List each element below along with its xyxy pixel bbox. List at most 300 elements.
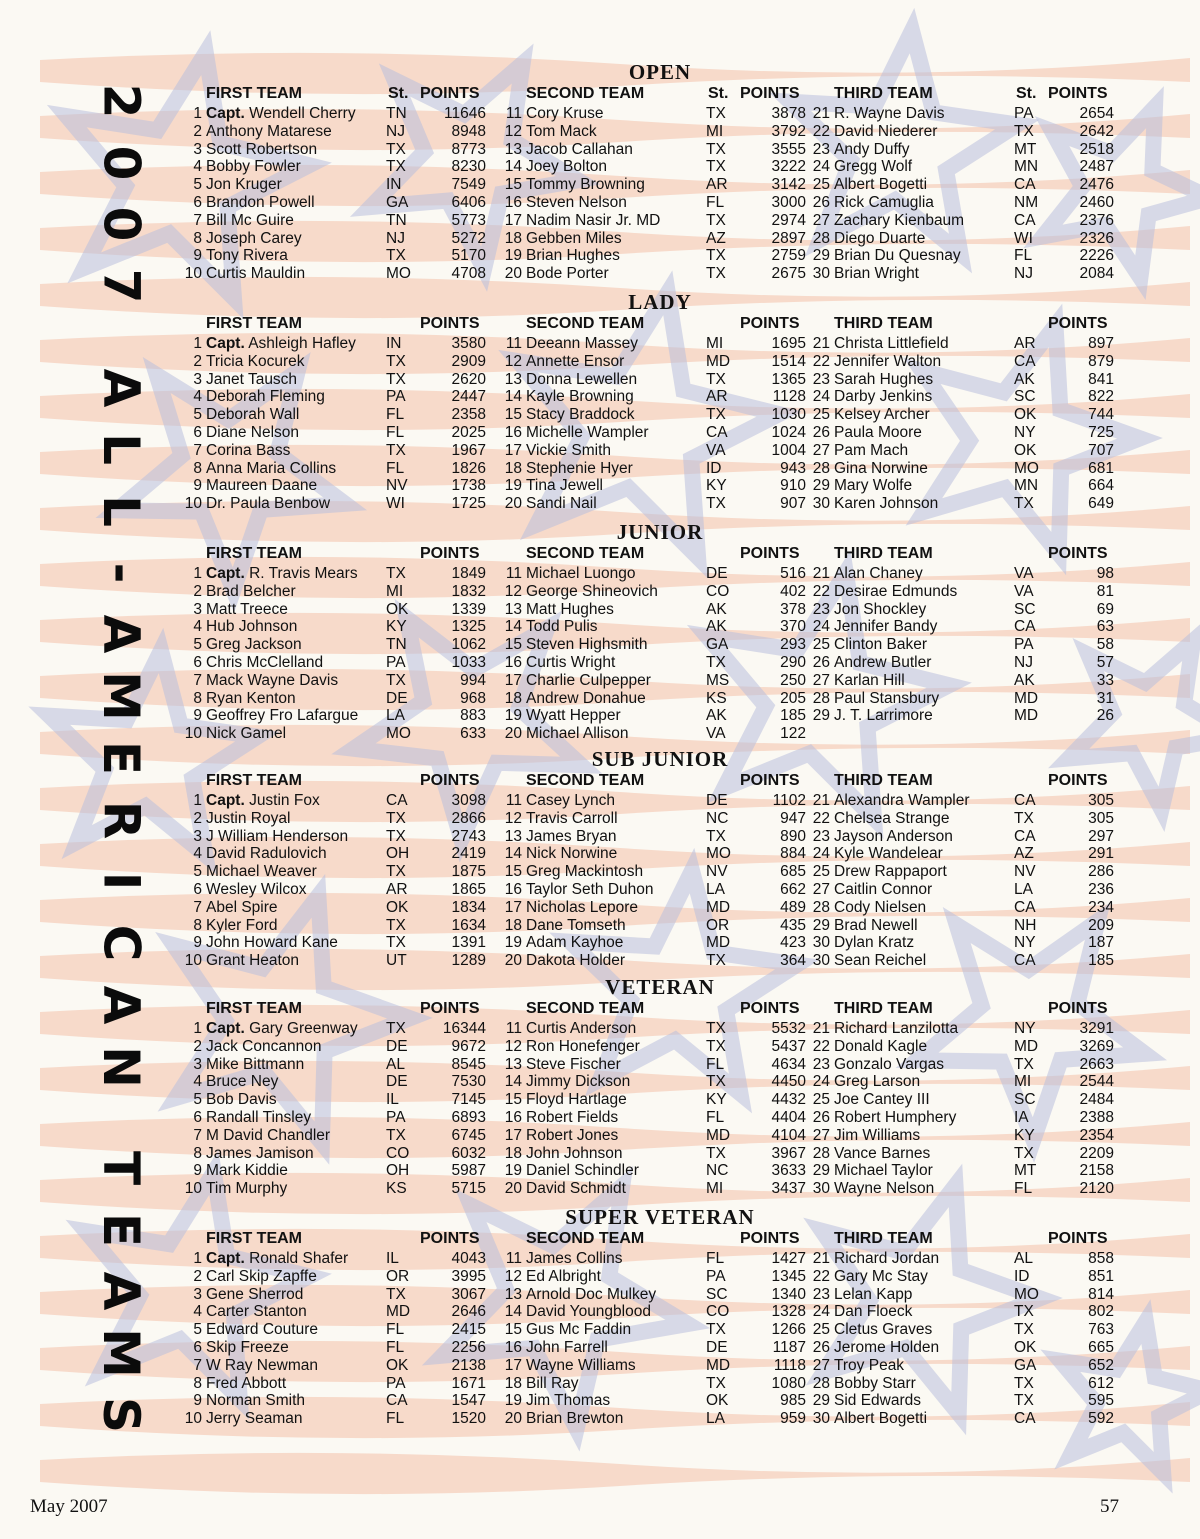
rank-number: 7 [193, 898, 202, 916]
member-name [526, 1392, 610, 1410]
rank-number: 8 [193, 1144, 202, 1162]
member-name [206, 583, 296, 601]
member-name-text: Geoffrey Fro Lafargue [206, 707, 359, 725]
member-name-text: Taylor Seth Duhon [526, 880, 654, 898]
member-points: 81 [1096, 582, 1114, 600]
member-points: 3142 [771, 176, 806, 194]
team-member-row [180, 495, 486, 513]
member-name-text: David Niederer [834, 122, 938, 140]
title-letter: L [92, 495, 150, 527]
member-name [526, 194, 627, 212]
member-name-text: Donna Lewellen [526, 370, 638, 388]
member-state: MI [1014, 1073, 1032, 1091]
member-state: CA [1014, 1410, 1036, 1428]
member-name-text: Rick Camuglia [834, 193, 934, 211]
rank-number: 9 [193, 1392, 202, 1410]
member-points: 1738 [451, 477, 486, 495]
title-letter: E [92, 1212, 150, 1247]
team-member-row [500, 211, 806, 230]
rank-number: 18 [504, 1374, 522, 1392]
member-name-text: Deborah Fleming [206, 388, 325, 406]
rank-number: 5 [193, 406, 202, 424]
member-name [834, 828, 953, 846]
member-state: IN [386, 335, 402, 352]
team-member-row [180, 105, 486, 123]
member-points: 2226 [1079, 247, 1114, 265]
member-points: 1266 [771, 1321, 806, 1339]
member-name-text: Alan Chaney [834, 565, 923, 582]
member-points: 2460 [1079, 193, 1114, 211]
member-state: TX [386, 934, 406, 952]
member-name [206, 353, 304, 371]
member-points: 1391 [451, 934, 486, 952]
member-state: KY [1014, 1126, 1035, 1144]
member-points: 822 [1088, 388, 1114, 406]
member-name [526, 810, 618, 828]
team-member-row [808, 653, 1114, 672]
member-points: 6406 [451, 193, 486, 211]
member-points: 5715 [451, 1180, 486, 1198]
member-state: LA [1014, 880, 1033, 898]
rank-number: 2 [193, 352, 202, 370]
member-name [834, 335, 949, 353]
rank-number: 11 [505, 1250, 522, 1267]
rank-number: 27 [812, 671, 830, 689]
team-member-row [180, 618, 486, 636]
member-points: 851 [1088, 1267, 1114, 1285]
team-label: FIRST TEAM [206, 545, 302, 562]
member-state: CA [386, 792, 408, 809]
member-points: 5773 [451, 211, 486, 229]
member-name [834, 1357, 904, 1375]
team-member-row [500, 1037, 806, 1056]
team-member-row [180, 845, 486, 863]
member-name [834, 583, 957, 601]
member-name [206, 442, 290, 460]
member-name [206, 1127, 330, 1145]
member-name [206, 1145, 314, 1163]
rank-number: 7 [193, 441, 202, 459]
member-name [526, 335, 638, 353]
rank-number: 23 [812, 1285, 830, 1303]
team-member-row [808, 193, 1114, 212]
member-name [834, 899, 926, 917]
member-points: 883 [460, 707, 486, 725]
member-name-text: Nick Gamel [206, 725, 287, 743]
rank-number: 22 [812, 352, 830, 370]
member-name-text: Tommy Browning [526, 176, 645, 194]
member-name-text: James Jamison [206, 1144, 314, 1162]
team-header [500, 315, 800, 335]
member-name-text: Ron Honefenger [526, 1037, 640, 1055]
member-name [834, 1056, 944, 1074]
member-points: 5532 [771, 1020, 806, 1037]
member-state: TX [386, 1285, 406, 1303]
rank-number: 8 [193, 689, 202, 707]
rank-number: 16 [504, 653, 522, 671]
team-member-row [180, 122, 486, 141]
member-name-text: Gebben Miles [526, 229, 622, 247]
team-column [180, 545, 486, 743]
team-label: FIRST TEAM [206, 315, 302, 332]
member-name-text: Brian Du Quesnay [834, 247, 961, 265]
team-member-row [808, 671, 1114, 690]
rank-number: 7 [193, 1126, 202, 1144]
member-state: TX [1014, 1303, 1034, 1321]
rank-number: 30 [812, 1180, 830, 1198]
captain-label: Capt. [206, 105, 245, 122]
team-member-row [500, 1162, 806, 1180]
member-points: 3291 [1079, 1020, 1114, 1037]
team-member-row [500, 495, 806, 513]
member-state: LA [386, 707, 405, 725]
rank-number: 13 [504, 140, 522, 158]
team-member-row [180, 335, 486, 353]
member-name [834, 863, 947, 881]
member-state: CA [1014, 792, 1036, 809]
member-name [834, 1286, 912, 1304]
member-name-text: Tony Rivera [206, 247, 288, 265]
footer-date: May 2007 [30, 1496, 108, 1517]
team-member-row [808, 406, 1114, 424]
rank-number: 24 [812, 388, 830, 406]
member-state: TX [386, 671, 406, 689]
member-points: 2120 [1079, 1180, 1114, 1198]
team-member-row [808, 1055, 1114, 1074]
member-name-text: Tom Mack [526, 122, 597, 140]
team-member-row [808, 827, 1114, 846]
team-header [500, 1000, 800, 1020]
member-name [526, 565, 635, 583]
member-state: TX [386, 809, 406, 827]
team-header [500, 545, 800, 565]
rank-number: 29 [812, 707, 830, 725]
member-name [834, 707, 933, 725]
member-name-text: John Johnson [526, 1144, 623, 1162]
member-state: IA [1014, 1108, 1029, 1126]
member-name [834, 934, 914, 952]
team-member-row [500, 827, 806, 846]
team-column [500, 1230, 806, 1428]
rank-number: 5 [193, 1091, 202, 1109]
team-column [808, 545, 1114, 725]
member-state: TX [386, 863, 406, 881]
team-label: THIRD TEAM [834, 1230, 933, 1247]
member-state: TX [386, 1020, 406, 1037]
member-name [206, 1286, 303, 1304]
member-name [206, 934, 338, 952]
member-state: GA [706, 636, 729, 654]
rank-number: 8 [193, 916, 202, 934]
team-member-row [500, 105, 806, 123]
member-state: TX [706, 952, 726, 970]
member-points: 2743 [451, 827, 486, 845]
member-state: OK [706, 1392, 729, 1410]
member-state: NV [706, 863, 728, 881]
member-state: NM [1014, 193, 1039, 211]
member-points: 662 [780, 880, 806, 898]
member-name [834, 1038, 927, 1056]
rank-number: 28 [812, 459, 830, 477]
member-name-text: Justin Fox [249, 792, 320, 809]
team-member-row [808, 845, 1114, 863]
member-state: WI [1014, 229, 1033, 247]
member-points: 297 [1088, 827, 1114, 845]
rank-number: 17 [504, 898, 522, 916]
member-name-text: Bobby Fowler [206, 158, 301, 176]
team-member-row [500, 247, 806, 265]
member-name-text: George Shineovich [526, 582, 658, 600]
member-name-text: Brandon Powell [206, 193, 315, 211]
member-points: 2447 [451, 388, 486, 406]
member-state: FL [1014, 1180, 1033, 1198]
member-points: 1547 [451, 1392, 486, 1410]
member-name [206, 1339, 289, 1357]
rank-number: 6 [193, 423, 202, 441]
member-points: 3555 [771, 140, 806, 158]
member-points: 4634 [771, 1055, 806, 1073]
member-name [834, 1073, 920, 1091]
member-state: TX [706, 1321, 726, 1339]
member-state: LA [706, 1410, 725, 1428]
title-letter: A [91, 985, 150, 1025]
team-member-row [180, 1037, 486, 1056]
team-member-row [500, 863, 806, 881]
rank-number: 5 [193, 863, 202, 881]
member-name-text: Karlan Hill [834, 671, 905, 689]
rank-number: 12 [504, 122, 522, 140]
member-points: 2974 [771, 211, 806, 229]
member-name-text: Matt Hughes [526, 600, 614, 618]
member-name-text: Bode Porter [526, 265, 609, 283]
member-state: AR [1014, 335, 1036, 352]
title-letter: A [91, 615, 150, 654]
member-name-text: Fred Abbott [206, 1374, 287, 1392]
team-member-row [180, 809, 486, 828]
member-state: CA [1014, 211, 1036, 229]
member-name-text: John Howard Kane [206, 934, 338, 952]
member-name-text: J William Henderson [206, 827, 349, 845]
member-state: TX [386, 352, 406, 370]
member-state: CA [1014, 898, 1036, 916]
rank-number: 3 [193, 1055, 202, 1073]
member-name [206, 690, 296, 708]
member-name-text: Todd Pulis [526, 618, 598, 636]
member-points: 910 [780, 477, 806, 495]
member-points: 858 [1088, 1250, 1114, 1267]
member-name [206, 371, 297, 389]
member-points: 1325 [451, 618, 486, 636]
member-name-text: Jennifer Walton [834, 352, 942, 370]
member-state: TX [1014, 1374, 1034, 1392]
member-name-text: Wayne Nelson [834, 1180, 935, 1198]
member-points: 802 [1088, 1303, 1114, 1321]
rank-number: 17 [504, 441, 522, 459]
member-state: SC [1014, 1091, 1036, 1109]
member-state: TX [386, 1126, 406, 1144]
rank-number: 17 [504, 671, 522, 689]
member-name [206, 565, 358, 583]
rank-number: 18 [504, 459, 522, 477]
team-member-row [500, 1285, 806, 1304]
rank-number: 7 [193, 671, 202, 689]
member-state: CA [1014, 618, 1036, 636]
title-letter: M [91, 671, 150, 722]
team-member-row [180, 388, 486, 406]
team-member-row [808, 880, 1114, 899]
team-label: THIRD TEAM [834, 545, 933, 562]
team-member-row [500, 1250, 806, 1268]
member-points: 1102 [772, 792, 806, 809]
team-header [500, 85, 800, 105]
member-name [206, 1162, 288, 1180]
member-name [206, 212, 294, 230]
member-name [526, 1091, 627, 1109]
captain-label: Capt. [206, 792, 245, 809]
member-points: 968 [460, 689, 486, 707]
member-state: TX [1014, 1392, 1034, 1410]
member-name-text: James Bryan [526, 827, 617, 845]
member-name-text: Hub Johnson [206, 618, 298, 636]
member-name [206, 495, 330, 513]
member-name [526, 1321, 631, 1339]
team-member-row [500, 880, 806, 899]
member-name-text: Carter Stanton [206, 1303, 307, 1321]
member-state: MD [386, 1303, 411, 1321]
rank-number: 3 [193, 1285, 202, 1303]
member-points: 633 [460, 725, 486, 743]
team-member-row [500, 1091, 806, 1109]
member-name-text: Jim Thomas [526, 1392, 611, 1410]
member-name [834, 917, 918, 935]
team-member-row [180, 636, 486, 654]
member-name-text: Jerry Seaman [206, 1410, 303, 1428]
member-name-text: Andrew Butler [834, 653, 932, 671]
rank-number: 5 [193, 636, 202, 654]
rank-number: 5 [193, 1321, 202, 1339]
team-member-row [180, 792, 486, 810]
team-member-row [808, 1285, 1114, 1304]
rank-number: 9 [193, 247, 202, 265]
team-member-row [500, 459, 806, 478]
member-state: OK [1014, 441, 1037, 459]
member-name-text: Bob Davis [206, 1091, 277, 1109]
rank-number: 14 [504, 388, 522, 406]
member-name-text: Grant Heaton [206, 952, 300, 970]
member-points: 890 [780, 827, 806, 845]
member-points: 1875 [451, 863, 486, 881]
member-state: AZ [706, 229, 726, 247]
member-state: TX [706, 1020, 726, 1037]
member-name-text: Cletus Graves [834, 1321, 933, 1339]
member-points: 3067 [451, 1285, 486, 1303]
member-name [526, 158, 607, 176]
member-points: 1849 [451, 565, 486, 582]
member-state: DE [706, 565, 728, 582]
member-points: 2897 [771, 229, 806, 247]
member-name-text: Charlie Culpepper [526, 671, 651, 689]
member-name [526, 460, 633, 478]
member-name-text: Anna Maria Collins [206, 459, 337, 477]
member-name-text: Bill Mc Guire [206, 211, 294, 229]
member-points: 3792 [771, 122, 806, 140]
member-name-text: Greg Jackson [206, 636, 302, 654]
member-points: 57 [1096, 653, 1114, 671]
member-state: CA [386, 1392, 408, 1410]
rank-number: 12 [504, 352, 522, 370]
rank-number: 12 [504, 1037, 522, 1055]
member-name [206, 1321, 318, 1339]
member-points: 435 [780, 916, 806, 934]
team-member-row [808, 1037, 1114, 1056]
team-header [180, 545, 480, 565]
member-points: 205 [780, 689, 806, 707]
team-member-row [808, 1250, 1114, 1268]
member-name [526, 792, 615, 810]
member-name-text: Tricia Kocurek [206, 352, 305, 370]
member-name-text: Brad Newell [834, 916, 918, 934]
member-state: VA [1014, 565, 1034, 582]
team-header [180, 772, 480, 792]
member-state: TX [706, 827, 726, 845]
member-state: ID [1014, 1267, 1030, 1285]
team-member-row [180, 863, 486, 881]
title-letter: S [91, 1396, 150, 1433]
member-name-text: R. Travis Mears [249, 565, 358, 582]
team-label: FIRST TEAM [206, 772, 302, 789]
member-state: TX [706, 1374, 726, 1392]
team-header [180, 85, 480, 105]
member-state: KS [386, 1180, 407, 1198]
rank-number: 21 [812, 335, 830, 352]
member-name [526, 1020, 636, 1038]
member-state: GA [1014, 1356, 1037, 1374]
member-points: 2158 [1079, 1162, 1114, 1180]
member-name-text: Ronald Shafer [249, 1250, 349, 1267]
member-name [206, 1357, 318, 1375]
member-state: OK [386, 600, 409, 618]
member-points: 8230 [451, 158, 486, 176]
member-name [206, 265, 305, 283]
captain-label: Capt. [206, 1250, 245, 1267]
member-points: 5170 [451, 247, 486, 265]
member-points: 6893 [451, 1108, 486, 1126]
member-name [206, 406, 299, 424]
member-name-text: Scott Robertson [206, 140, 318, 158]
team-header [808, 1230, 1108, 1250]
member-points: 985 [780, 1392, 806, 1410]
captain-label: Capt. [206, 335, 245, 352]
team-header [500, 1230, 800, 1250]
member-name-text: Dane Tomseth [526, 916, 626, 934]
member-name-text: Michael Weaver [206, 863, 317, 881]
member-name-text: Andy Duffy [834, 140, 910, 158]
background-stripe [40, 1453, 1190, 1494]
member-state: AK [706, 707, 727, 725]
member-name-text: Brian Hughes [526, 247, 620, 265]
member-name-text: Kayle Browning [526, 388, 634, 406]
team-member-row [180, 898, 486, 917]
rank-number: 20 [504, 952, 522, 970]
team-member-row [808, 1338, 1114, 1357]
rank-number: 28 [812, 229, 830, 247]
member-name [834, 176, 927, 194]
member-state: PA [1014, 636, 1034, 654]
team-member-row [808, 370, 1114, 389]
member-state: DE [386, 1037, 408, 1055]
member-name [526, 105, 604, 123]
rank-number: 10 [184, 495, 202, 513]
